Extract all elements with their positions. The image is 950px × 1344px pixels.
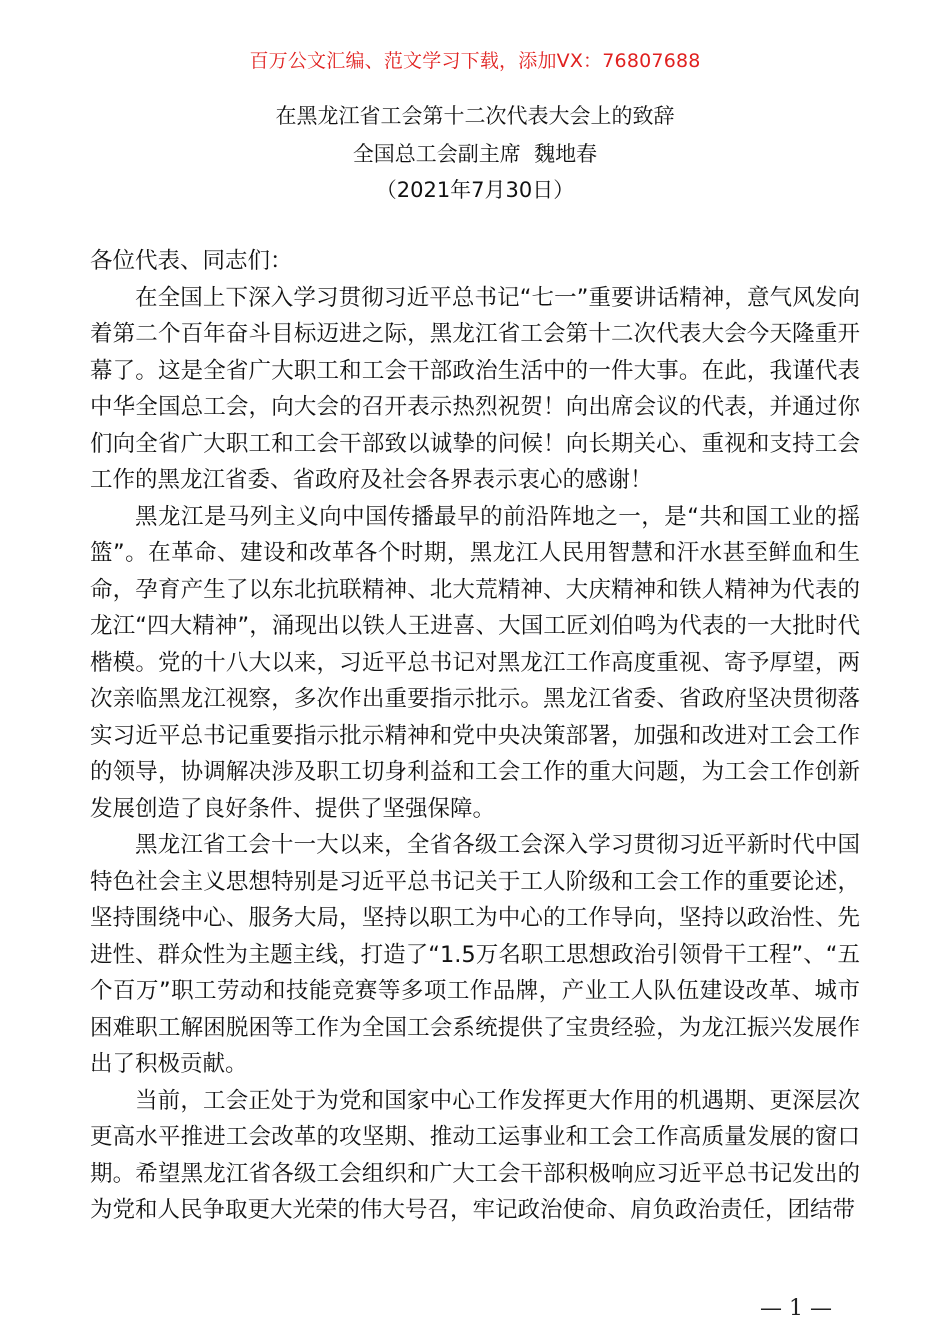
- paragraph: 黑龙江是马列主义向中国传播最早的前沿阵地之一，是“共和国工业的摇篮”。在革命、建设和改革各个时期，黑龙江人民用智慧和汗水甚至鲜血和生命，孕育产生了以东北抗联精神、北大荒精神、大庆精神和铁人精神为代表的龙江“四大精神”，涌现出以铁人王进喜、大国工匠刘伯鸣为代表的一大批时代楷模。党的十八大以来，习近平总书记对黑龙江工作高度重视、寄予厚望，两次亲临黑龙江视察，多次作出重要指示批示。黑龙江省委、省政府坚决贯彻落实习近平总书记重要指示批示精神和党中央决策部署，加强和改进对工会工作的领导，协调解决涉及职工切身利益和工会工作的重大问题，为工会工作创新发展创造了良好条件、提供了坚强保障。: [90, 503, 860, 822]
- speech-date: （2021年7月30日）: [375, 178, 575, 202]
- speech-body: [90, 243, 860, 1229]
- salutation: 各位代表、同志们：: [90, 248, 293, 274]
- promo-banner: 百万公文汇编、范文学习下载，添加VX：76807688: [249, 50, 701, 72]
- paragraph: 在全国上下深入学习贯彻习近平总书记“七一”重要讲话精神，意气风发向着第二个百年奋斗目标迈进之际，黑龙江省工会第十二次代表大会今天隆重开幕了。这是全省广大职工和工会干部政治生活中的一件大事。在此，我谨代表中华全国总工会，向大会的召开表示热烈祝贺！向出席会议的代表，并通过你们向全省广大职工和工会干部致以诚挚的问候！向长期关心、重视和支持工会工作的黑龙江省委、省政府及社会各界表示衷心的感谢！: [90, 284, 860, 493]
- speaker-line: 全国总工会副主席 魏地春: [352, 142, 598, 166]
- document-title: 在黑龙江省工会第十二次代表大会上的致辞: [275, 104, 675, 128]
- page-number: — 1 —: [760, 1296, 832, 1321]
- paragraph: 当前，工会正处于为党和国家中心工作发挥更大作用的机遇期、更深层次更高水平推进工会改革的攻坚期、推动工运事业和工会工作高质量发展的窗口期。希望黑龙江省各级工会组织和广大工会干部积极响应习近平总书记发出的为党和人民争取更大光荣的伟大号召，牢记政治使命、肩负政治责任，团结带: [90, 1087, 860, 1223]
- paragraph: 黑龙江省工会十一大以来，全省各级工会深入学习贯彻习近平新时代中国特色社会主义思想特别是习近平总书记关于工人阶级和工会工作的重要论述，坚持围绕中心、服务大局，坚持以职工为中心的工作导向，坚持以政治性、先进性、群众性为主题主线，打造了“1.5万名职工思想政治引领骨干工程”、“五个百万”职工劳动和技能竞赛等多项工作品牌，产业工人队伍建设改革、城市困难职工解困脱困等工作为全国工会系统提供了宝贵经验，为龙江振兴发展作出了积极贡献。: [90, 832, 860, 1077]
